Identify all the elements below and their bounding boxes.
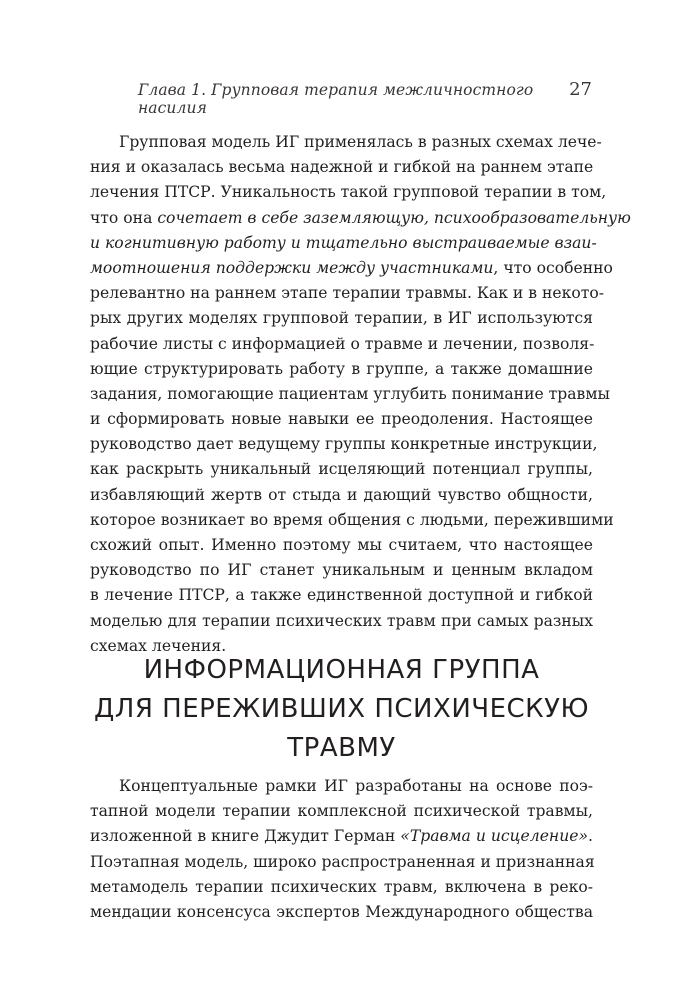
text-line: которое возникает во время общения с людьми, пережившими (90, 510, 614, 529)
text-line: схожий опыт. Именно поэтому мы считаем, что настоящее (90, 536, 593, 554)
text-line: ющие структурировать работу в группе, а также домашние (90, 359, 593, 378)
text-line: руководство дает ведущему группы конкретные инструкции, (90, 435, 598, 454)
text-line: мендации консенсуса экспертов Международного общества (90, 902, 593, 921)
heading-line: ТРАВМУ (287, 733, 396, 763)
text-line: моделью для терапии психических травм при самых разных (90, 611, 593, 630)
text-line: Групповая модель ИГ применялась в разных схемах лече- (119, 133, 602, 151)
heading-line: ДЛЯ ПЕРЕЖИВШИХ ПСИХИЧЕСКУЮ (93, 694, 590, 724)
text-line (90, 231, 597, 256)
text-line: Концептуальные рамки ИГ разработаны на основе поэ- (119, 777, 593, 795)
running-head (90, 79, 592, 117)
section-heading (90, 651, 593, 768)
text-line: как раскрыть уникальный исцеляющий потенциал группы, (90, 460, 593, 479)
text-line: тапной модели терапии комплексной психической травмы, (90, 802, 593, 821)
italic-run: «Травма и исцеление» (400, 827, 589, 846)
text-run: изложенной в книге Джудит Герман (90, 827, 401, 846)
text-line: Поэтапная модель, широко распространенная и признанная (90, 852, 595, 871)
text-line: ния и оказалась весьма надежной и гибкой на раннем этапе (90, 158, 594, 177)
text-line: задания, помогающие пациентам углубить понимание травмы (90, 384, 610, 403)
italic-run: сочетает в себе заземляющую, психообразовательную (157, 208, 631, 227)
text-line: избавляющий жертв от стыда и дающий чувство общности, (90, 485, 593, 504)
text-line (90, 256, 613, 281)
text-line: метамодель терапии психических травм, включена в реко- (90, 877, 593, 896)
italic-run: моотношения поддержки между участниками (90, 258, 494, 277)
text-line (90, 206, 631, 231)
heading-line: ИНФОРМАЦИОННАЯ ГРУППА (143, 655, 540, 685)
italic-run: и когнитивную работу и тщательно выстраиваемые взаи- (90, 233, 597, 252)
running-head-title: Глава 1. Групповая терапия межличностного насилия (138, 81, 534, 117)
text-line (90, 824, 593, 849)
text-run: , что особенно (493, 258, 613, 277)
text-line: схемах лечения. (90, 636, 227, 655)
text-line: лечения ПТСР. Уникальность такой групповой терапии в том, (90, 183, 607, 202)
text-run: . (588, 827, 593, 846)
text-line: релевантно на раннем этапе терапии травмы. Как и в некото- (90, 284, 605, 303)
text-line: рых других моделях групповой терапии, в ИГ используются (90, 309, 593, 328)
paragraph-1 (90, 130, 631, 659)
text-line: руководство по ИГ станет уникальным и ценным вкладом (90, 561, 593, 580)
text-run: что она (90, 208, 158, 227)
paragraph-2 (90, 774, 593, 925)
text-line: рабочие листы с информацией о травме и лечении, позволя- (90, 334, 595, 353)
text-line: в лечение ПТСР, а также единственной доступной и гибкой (90, 586, 593, 605)
text-line: и сформировать новые навыки ее преодоления. Настоящее (90, 410, 593, 429)
page-number: 27 (569, 79, 592, 100)
